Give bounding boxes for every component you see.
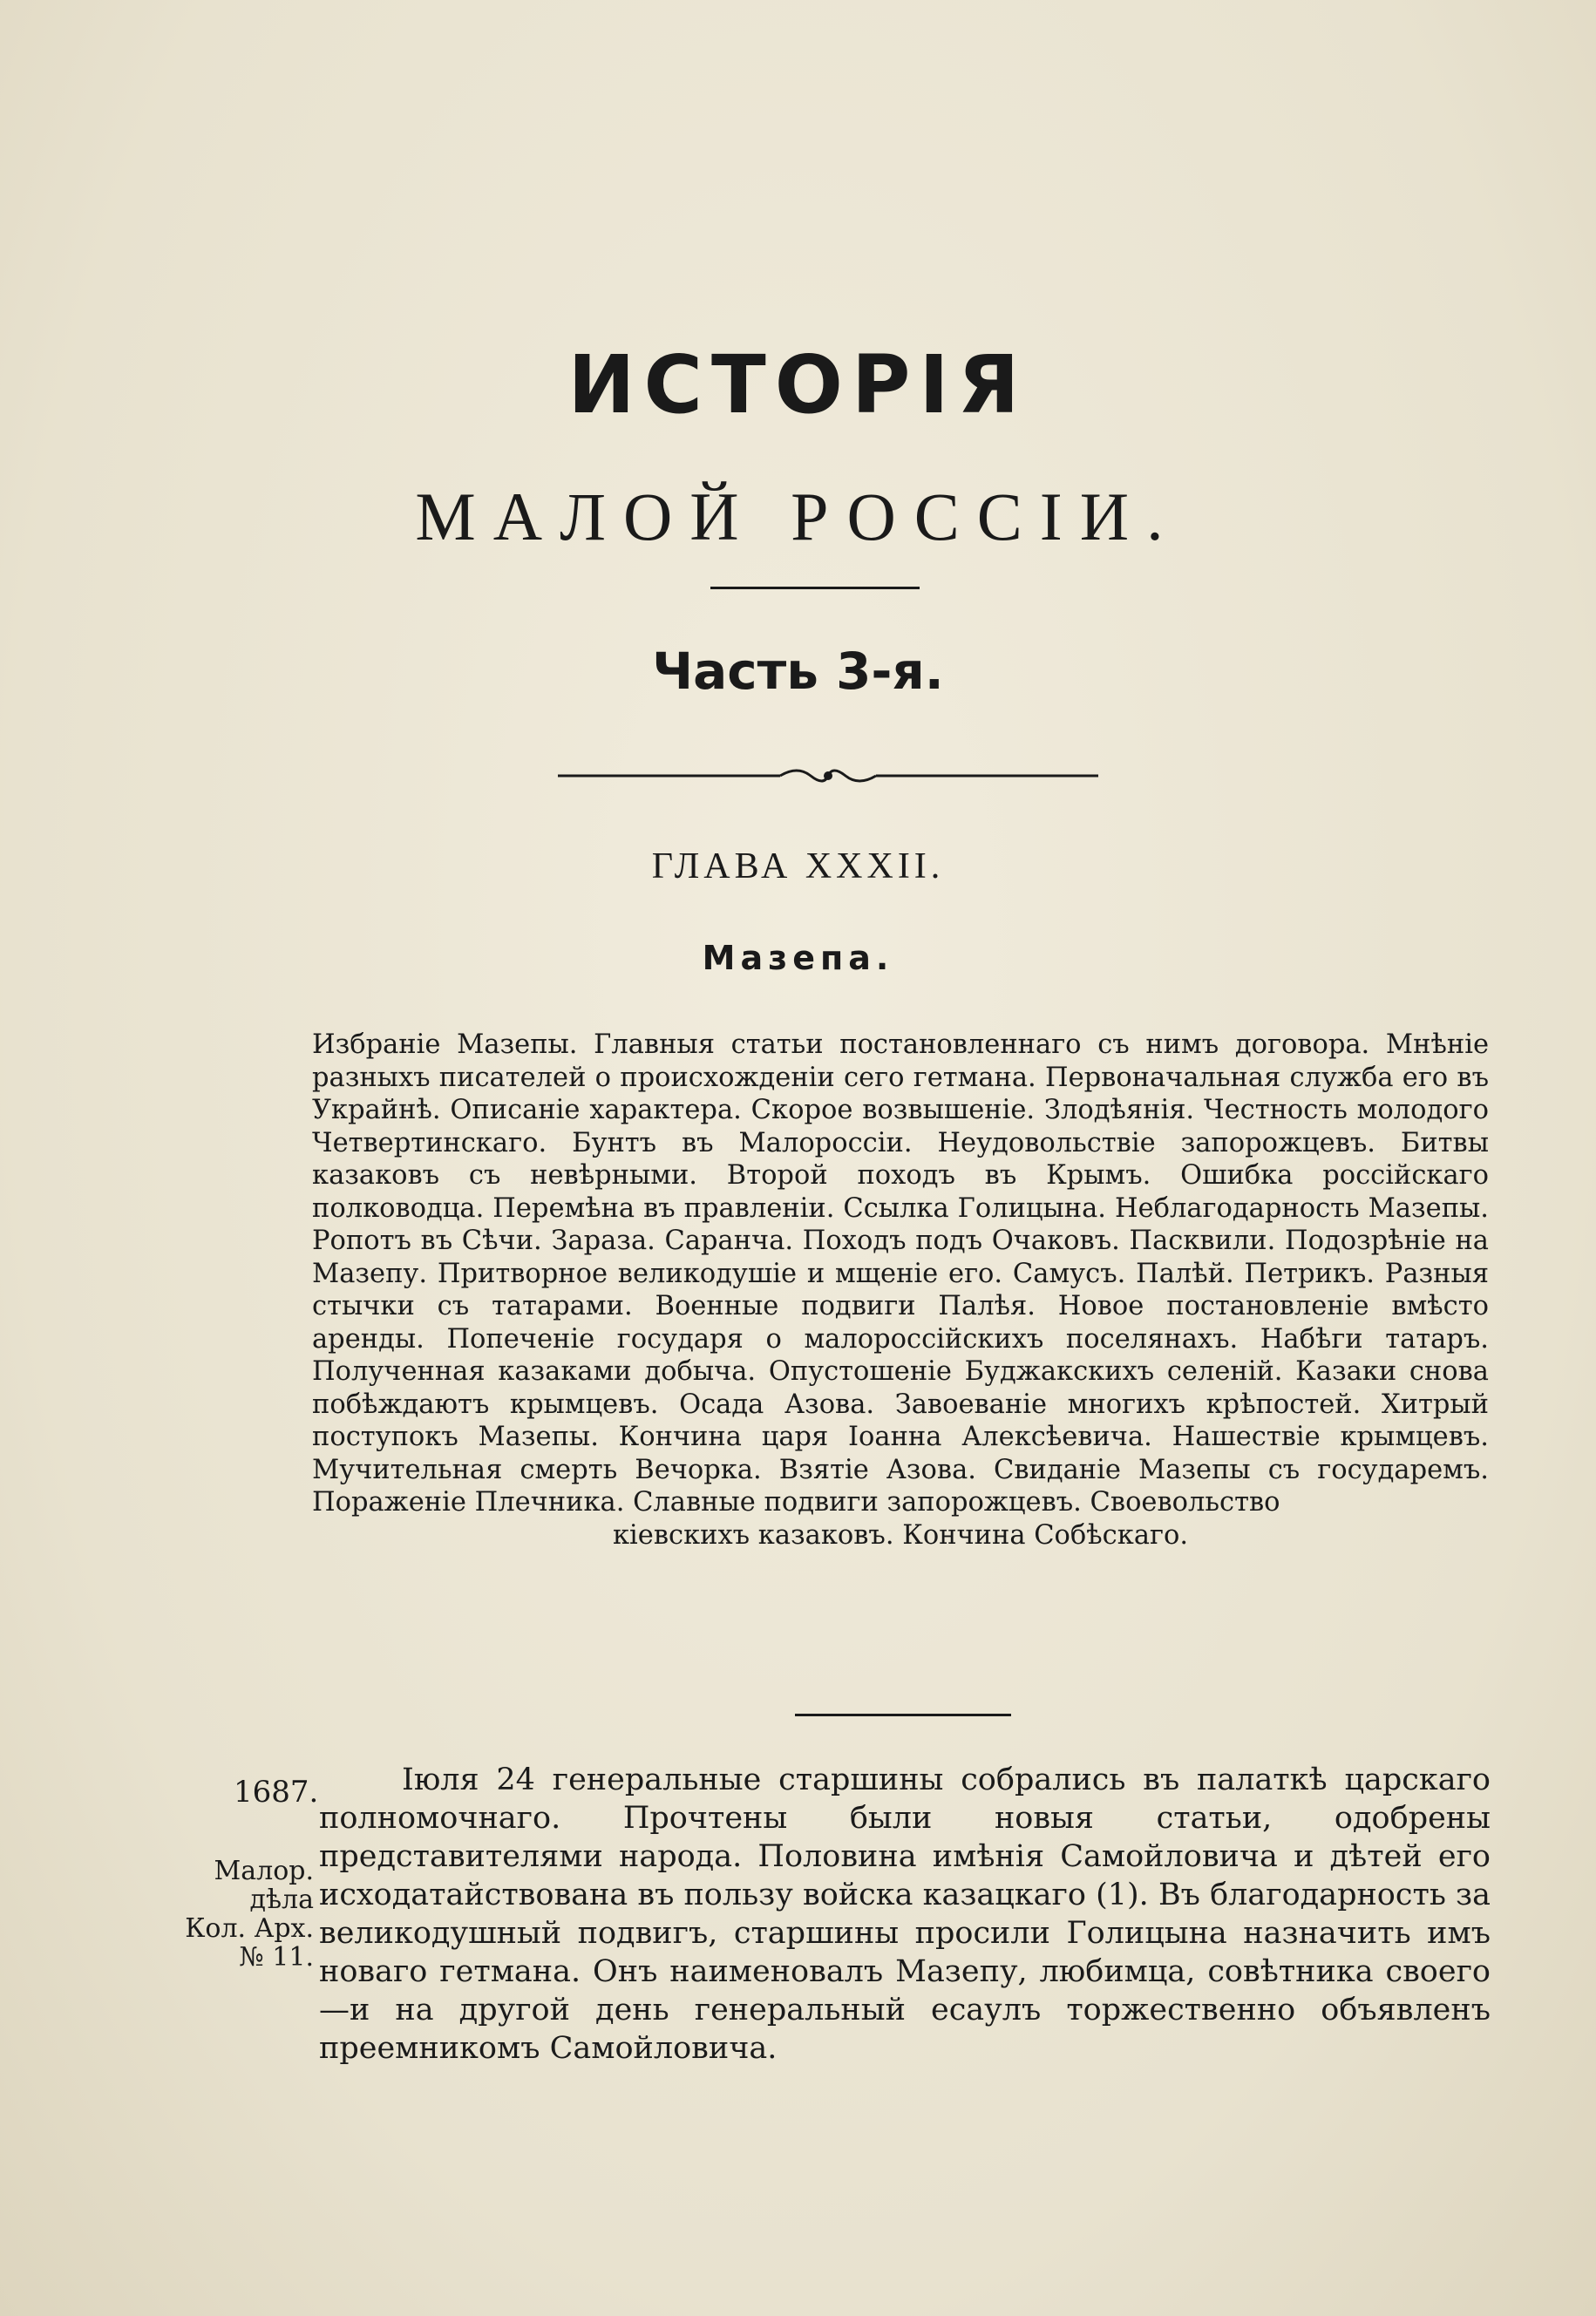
part-heading: Часть 3-я.	[652, 642, 944, 701]
margin-note-line: № 11.	[239, 1942, 314, 1973]
chapter-title: Мазепа.	[702, 939, 894, 977]
ornament-divider	[558, 758, 1098, 793]
margin-note-line: дѣла	[249, 1885, 314, 1915]
margin-note-line: Малор.	[214, 1856, 314, 1886]
margin-note-line: Кол. Арх.	[185, 1913, 314, 1944]
margin-note	[148, 1857, 314, 1972]
chapter-summary	[312, 1029, 1489, 1552]
book-subtitle: МАЛОЙ РОССІИ.	[415, 479, 1181, 554]
chapter-number: ГЛАВА XXXII.	[651, 846, 945, 886]
summary-text: Избраніе Мазепы. Главныя статьи постановленнаго съ нимъ договора. Мнѣніе разныхъ писателей о происхожденіи сего гетмана. Первоначальная служба его въ Украйнѣ. Описаніе характера. Скорое возвышеніе. Злодѣянія. Честность молодого Четвертинскаго. Бунтъ въ Малороссіи. Неудовольствіе запорожцевъ. Битвы казаковъ съ невѣрными. Второй походъ въ Крымъ. Ошибка россійскаго полководца. Перемѣна въ правленіи. Ссылка Голицына. Неблагодарность Мазепы. Ропотъ въ Сѣчи. Зараза. Саранча. Походъ подъ Очаковъ. Пасквили. Подозрѣніе на Мазепу. Притворное великодушіе и мщеніе его. Самусъ. Палѣй. Петрикъ. Разныя стычки съ татарами. Военные подвиги Палѣя. Новое постановленіе вмѣсто аренды. Попеченіе государя о малороссійскихъ поселянахъ. Набѣги татаръ. Полученная казаками добыча. Опустошеніе Буджакскихъ селеній. Казаки снова побѣждаютъ крымцевъ. Осада Азова. Завоеваніе многихъ крѣпостей. Хитрый поступокъ Мазепы. Кончина царя Іоанна Алексѣевича. Нашествіе крымцевъ. Мучительная смерть Вечорка. Взятіе Азова. Свиданіе Мазепы съ государемъ. Пораженіе Плечника. Славные подвиги запорожцевъ. Своевольство	[312, 1029, 1489, 1518]
summary-last-line: кіевскихъ казаковъ. Кончина Собѣскаго.	[612, 1519, 1189, 1551]
divider-rule	[710, 587, 920, 589]
section-rule	[795, 1714, 1011, 1716]
book-title: ИСТОРІЯ	[567, 338, 1029, 431]
margin-year: 1687.	[234, 1775, 319, 1810]
body-paragraph: Іюля 24 генеральные старшины собрались въ палаткѣ царскаго полномочнаго. Прочтены были новыя статьи, одобрены представителями народа. Половина имѣнія Самойловича и дѣтей его исходатайствована въ пользу войска казацкаго (1). Въ благодарность за великодушный подвигъ, старшины просили Голицына назначить имъ новаго гетмана. Онъ наименовалъ Мазепу, любимца, совѣтника своего—и на другой день генеральный есаулъ торжественно объявленъ преемникомъ Самойловича.	[319, 1762, 1491, 2066]
